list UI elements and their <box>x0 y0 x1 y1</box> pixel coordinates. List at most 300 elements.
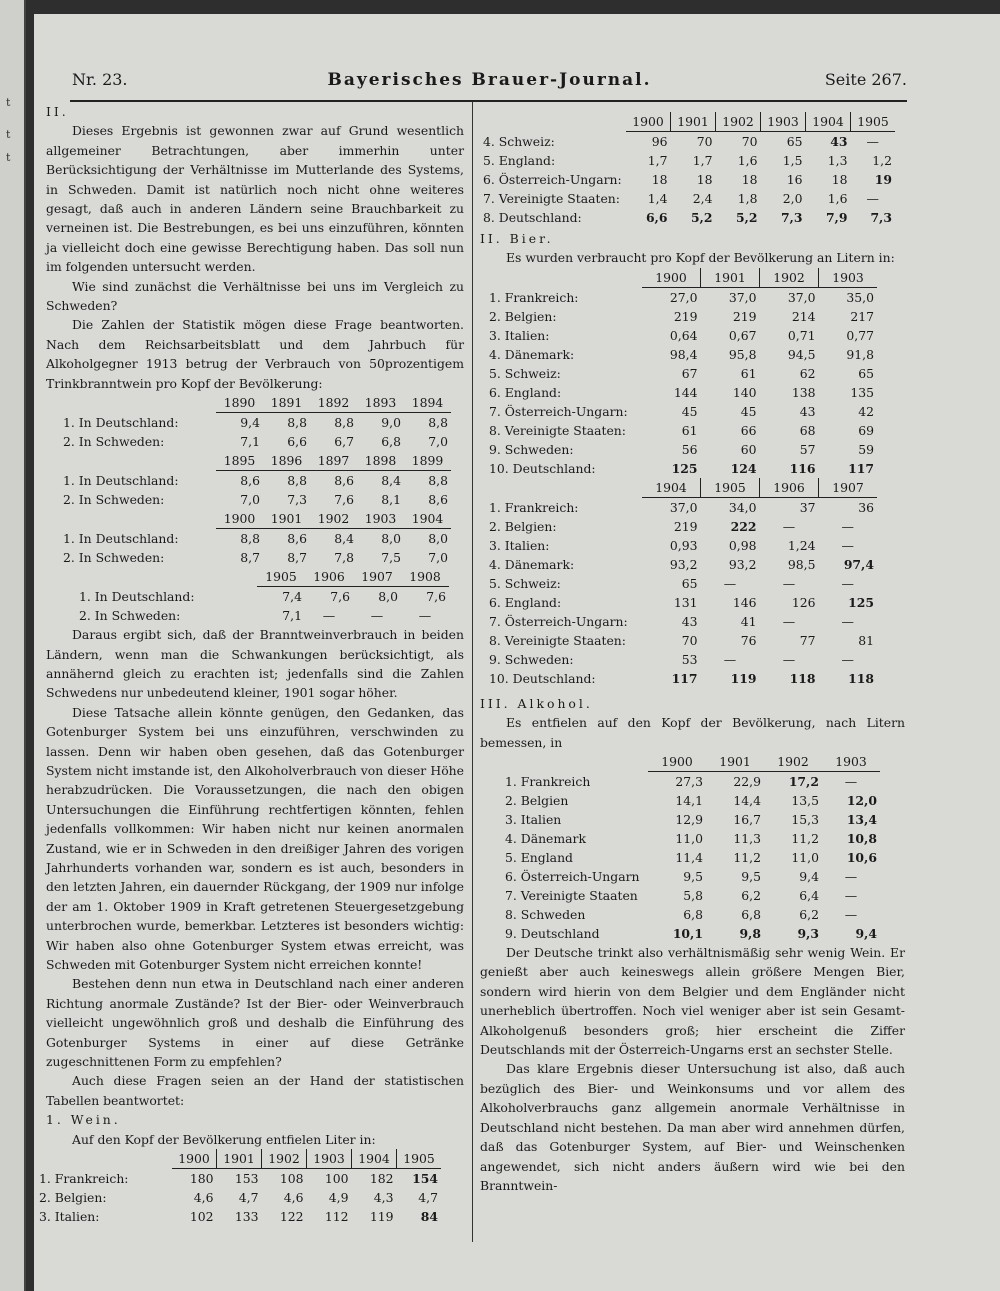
value-cell: 76 <box>740 632 757 648</box>
value-cell: 77 <box>799 632 816 648</box>
year-header: 1894 <box>404 393 451 413</box>
country-label: 8. Vereinigte Staaten: <box>489 632 626 648</box>
value-cell: 11,0 <box>675 831 703 847</box>
table-row <box>502 810 880 829</box>
value-cell: 57 <box>799 441 816 457</box>
year-header: 1902 <box>764 752 822 772</box>
value-cell: — <box>841 537 854 553</box>
value-cell: 7,6 <box>330 589 350 605</box>
value-cell: 10,8 <box>846 831 877 847</box>
table-row <box>486 326 877 345</box>
value-cell: 0,71 <box>787 327 816 343</box>
value-cell: 10,1 <box>672 926 703 942</box>
country-label: 8. Vereinigte Staaten: <box>489 422 626 438</box>
value-cell: — <box>844 869 858 885</box>
country-label: 8. Schweden <box>505 907 586 923</box>
country-label: 2. In Schweden: <box>63 434 165 450</box>
value-cell: 6,6 <box>287 434 307 450</box>
paragraph: Die Zahlen der Statistik mögen diese Frage beantworten. Nach dem Reichsarbeitsblatt und dem Jahrbuch für Alkoholgegner 1913 betrug der Verbrauch von 50prozentigem Trinkbranntwein pro Kopf der Bevölkerung: <box>46 317 464 391</box>
year-header: 1906 <box>305 567 353 587</box>
country-label: 9. Deutschland <box>505 926 600 942</box>
year-header: 1905 <box>851 112 896 132</box>
table-row <box>486 593 877 612</box>
value-cell: 8,7 <box>287 550 307 566</box>
table-row <box>486 402 877 421</box>
year-header: 1901 <box>706 752 764 772</box>
table-row <box>486 612 877 631</box>
value-cell: 37,0 <box>728 289 757 305</box>
value-cell: 43 <box>830 134 848 149</box>
table-row <box>486 459 877 478</box>
value-cell: — <box>841 651 854 667</box>
country-label: 2. Belgien <box>505 793 569 809</box>
paragraph: Es entfielen auf den Kopf der Bevölkerung, nach Litern bemessen, in <box>480 715 905 750</box>
value-cell: 2,4 <box>692 191 713 206</box>
value-cell: 18 <box>831 172 848 187</box>
subsection-heading: III. Alkohol. <box>480 695 593 711</box>
country-label: 1. In Deutschland: <box>63 472 179 488</box>
value-cell: 8,6 <box>240 473 260 489</box>
table-row <box>76 606 449 625</box>
value-cell: 6,8 <box>741 907 761 923</box>
wein-table-continued <box>480 112 895 227</box>
value-cell: 217 <box>850 308 874 324</box>
value-cell: 219 <box>673 518 698 534</box>
value-cell: 122 <box>279 1209 304 1225</box>
country-label: 4. Schweiz: <box>483 133 555 149</box>
value-cell: 1,6 <box>827 191 848 206</box>
value-cell: — <box>322 608 336 624</box>
country-label: 1. Frankreich <box>505 773 591 789</box>
value-cell: 43 <box>681 613 698 629</box>
value-cell: 9,4 <box>855 926 877 942</box>
value-cell: 67 <box>681 365 698 381</box>
value-cell: 16 <box>786 172 803 187</box>
table-row <box>60 490 451 509</box>
value-cell: — <box>782 575 796 591</box>
country-label: 10. Deutschland: <box>489 670 596 686</box>
table-header-row <box>60 451 451 471</box>
value-cell: 119 <box>369 1209 394 1225</box>
year-header: 1900 <box>172 1149 217 1169</box>
table-row <box>36 1207 441 1226</box>
value-cell: 11,3 <box>733 831 761 847</box>
corner-cell <box>60 451 216 471</box>
table-row <box>486 421 877 440</box>
value-cell: 126 <box>791 594 816 610</box>
country-label: 3. Italien: <box>489 537 550 553</box>
value-cell: 16,7 <box>733 812 761 828</box>
value-cell: 138 <box>791 384 816 400</box>
value-cell: 118 <box>848 670 874 686</box>
journal-title: Bayerisches Brauer-Journal. <box>327 70 652 90</box>
value-cell: 7,6 <box>426 589 446 605</box>
table-row <box>486 440 877 459</box>
value-cell: 8,4 <box>381 473 401 489</box>
country-label: 2. Belgien: <box>39 1190 107 1206</box>
margin-letter: t <box>6 151 11 164</box>
value-cell: 56 <box>681 441 698 457</box>
corner-cell <box>76 567 257 587</box>
year-header: 1902 <box>716 112 761 132</box>
value-cell: 5,2 <box>735 210 758 225</box>
paragraph: Auch diese Fragen seien an der Hand der statistischen Tabellen beantwortet: <box>46 1073 464 1108</box>
table-row <box>486 650 877 669</box>
year-header: 1897 <box>310 451 357 471</box>
value-cell: 61 <box>681 422 698 438</box>
value-cell: 0,98 <box>728 537 757 553</box>
year-header: 1906 <box>760 478 819 498</box>
year-header: 1902 <box>262 1149 307 1169</box>
value-cell: 81 <box>858 632 874 648</box>
year-header: 1905 <box>397 1149 442 1169</box>
value-cell: 1,8 <box>737 191 758 206</box>
table-row <box>486 497 877 517</box>
branntwein-table <box>60 451 451 509</box>
table-row <box>486 536 877 555</box>
country-label: 4. Dänemark <box>505 831 586 847</box>
table-header-row <box>480 112 895 132</box>
year-header: 1903 <box>307 1149 352 1169</box>
country-label: 1. In Deutschland: <box>63 414 179 430</box>
value-cell: 219 <box>673 308 698 324</box>
country-label: 3. Italien: <box>489 327 550 343</box>
year-header: 1900 <box>626 112 671 132</box>
value-cell: 70 <box>681 632 698 648</box>
value-cell: — <box>844 774 858 790</box>
value-cell: 42 <box>858 403 874 419</box>
value-cell: — <box>841 575 854 591</box>
value-cell: 7,6 <box>334 492 354 508</box>
table-row <box>76 587 449 607</box>
value-cell: 0,93 <box>669 537 698 553</box>
value-cell: 41 <box>740 613 757 629</box>
value-cell: 7,8 <box>334 550 354 566</box>
paragraph: Auf den Kopf der Bevölkerung entfielen Liter in: <box>72 1131 376 1147</box>
value-cell: 65 <box>786 134 803 149</box>
year-header: 1908 <box>401 567 449 587</box>
paragraph: Bestehen denn nun etwa in Deutschland nach einer anderen Richtung anormale Zustände? Ist der Bier- oder Weinverbrauch vielleicht ungewöhnlich groß und deshalb die Einführung des Gotenburger Systems in einer auf diese Getränke zugeschnittenen Form zu empfehlen? <box>46 976 464 1070</box>
value-cell: 37,0 <box>669 499 698 515</box>
year-header: 1900 <box>642 268 701 288</box>
value-cell: 182 <box>369 1171 394 1187</box>
value-cell: 4,3 <box>373 1190 394 1206</box>
value-cell: 70 <box>741 134 758 149</box>
value-cell: 10,6 <box>846 850 877 866</box>
table-header-row <box>36 1149 441 1169</box>
table-header-row <box>60 393 451 413</box>
paragraph: Wie sind zunächst die Verhältnisse bei uns im Vergleich zu Schweden? <box>46 278 464 314</box>
value-cell: 1,7 <box>692 153 713 168</box>
value-cell: 36 <box>858 499 874 515</box>
value-cell: 5,2 <box>690 210 713 225</box>
value-cell: 70 <box>696 134 713 149</box>
value-cell: 112 <box>324 1209 349 1225</box>
value-cell: 96 <box>651 134 668 149</box>
year-header: 1895 <box>216 451 263 471</box>
country-label: 10. Deutschland: <box>489 460 596 476</box>
table-row <box>36 1169 441 1189</box>
year-header: 1903 <box>819 268 878 288</box>
value-cell: 6,2 <box>799 907 819 923</box>
value-cell: 97,4 <box>843 556 874 572</box>
value-cell: 8,8 <box>428 415 448 431</box>
value-cell: 125 <box>848 594 874 610</box>
country-label: 8. Deutschland: <box>483 210 582 225</box>
country-label: 1. Frankreich: <box>489 289 579 305</box>
table-header-row <box>60 509 451 529</box>
adjacent-page-edge <box>0 0 26 1291</box>
country-label: 6. England: <box>489 384 562 400</box>
value-cell: 2,0 <box>782 191 803 206</box>
issue-number: Nr. 23. <box>72 70 128 89</box>
value-cell: 61 <box>740 365 757 381</box>
value-cell: 154 <box>412 1171 438 1187</box>
year-header: 1900 <box>216 509 263 529</box>
value-cell: — <box>370 608 384 624</box>
value-cell: 34,0 <box>728 499 757 515</box>
table-row <box>486 669 877 688</box>
value-cell: 12,0 <box>846 793 877 809</box>
table-row <box>486 364 877 383</box>
table-row <box>502 886 880 905</box>
value-cell: 62 <box>799 365 816 381</box>
subsection-heading: 1. Wein. <box>46 1112 121 1128</box>
value-cell: 219 <box>732 308 757 324</box>
column-divider <box>472 102 473 1242</box>
value-cell: 6,8 <box>381 434 401 450</box>
value-cell: 8,6 <box>428 492 448 508</box>
value-cell: 98,4 <box>669 346 698 362</box>
value-cell: 100 <box>324 1171 349 1187</box>
country-label: 3. Italien: <box>39 1209 100 1225</box>
value-cell: 91,8 <box>846 346 874 362</box>
value-cell: 131 <box>673 594 698 610</box>
value-cell: — <box>782 518 796 534</box>
year-header: 1898 <box>357 451 404 471</box>
value-cell: — <box>723 575 737 591</box>
value-cell: 11,2 <box>733 850 761 866</box>
country-label: 6. Österreich-Ungarn: <box>483 172 622 187</box>
year-header: 1901 <box>701 268 760 288</box>
value-cell: 11,0 <box>791 850 819 866</box>
value-cell: 4,9 <box>328 1190 349 1206</box>
table-row <box>480 151 895 170</box>
value-cell: 1,7 <box>647 153 668 168</box>
value-cell: 7,0 <box>428 434 448 450</box>
year-header: 1903 <box>357 509 404 529</box>
table-row <box>60 471 451 491</box>
year-header: 1896 <box>263 451 310 471</box>
value-cell: 125 <box>671 460 698 476</box>
value-cell: 153 <box>234 1171 259 1187</box>
value-cell: 45 <box>681 403 698 419</box>
value-cell: 65 <box>681 575 698 591</box>
table-row <box>486 517 877 536</box>
value-cell: 0,67 <box>728 327 757 343</box>
year-header: 1900 <box>648 752 706 772</box>
value-cell: 1,3 <box>827 153 848 168</box>
subsection-heading: II. Bier. <box>480 231 554 246</box>
year-header: 1902 <box>760 268 819 288</box>
year-header: 1904 <box>806 112 851 132</box>
table-row <box>486 631 877 650</box>
value-cell: 84 <box>420 1209 438 1225</box>
country-label: 4. Dänemark: <box>489 346 575 362</box>
value-cell: — <box>782 613 796 629</box>
value-cell: 117 <box>671 670 698 686</box>
value-cell: 7,9 <box>825 210 848 225</box>
value-cell: 7,4 <box>282 589 302 605</box>
value-cell: 37 <box>799 499 816 515</box>
value-cell: 0,77 <box>846 327 874 343</box>
country-label: 5. Schweiz: <box>489 365 561 381</box>
value-cell: 53 <box>681 651 698 667</box>
value-cell: — <box>844 888 858 904</box>
table-header-row <box>76 567 449 587</box>
table-row <box>480 132 895 152</box>
value-cell: 93,2 <box>669 556 698 572</box>
value-cell: 4,7 <box>238 1190 259 1206</box>
table-row <box>480 208 895 227</box>
value-cell: 95,8 <box>728 346 757 362</box>
margin-letter: t <box>6 128 11 141</box>
corner-cell <box>60 393 216 413</box>
value-cell: 7,1 <box>240 434 260 450</box>
value-cell: 14,1 <box>675 793 703 809</box>
year-header: 1907 <box>819 478 878 498</box>
value-cell: 37,0 <box>787 289 816 305</box>
value-cell: 9,4 <box>240 415 260 431</box>
paragraph: Diese Tatsache allein könnte genügen, den Gedanken, das Gotenburger System bei uns einzuführen, verschwinden zu lassen. Denn wir haben oben gesehen, daß das Gotenburger System nicht imstande ist, den Alkoholverbrauch von dieser Höhe herabzudrücken. Die Voraussetzungen, die nach den obigen Untersuchungen die Einführung rechtfertigen könnten, fehlen jedenfalls vollkommen: Wir haben nicht nur keinen anormalen Zustand, wie er in Schweden in den dreißiger Jahren des vorigen Jahrhunderts vorhanden war, sondern es ist auch, besonders in den letzten Jahren, ein dauernder Rückgang, der 1909 nur infolge der am 1. Oktober 1909 in Kraft getretenen Steuergesetzgebung unterbrochen wurde, bemerkbar. Letzteres ist besonders wichtig: Wir haben also ohne Gotenburger System etwas erreicht, was Schweden mit Gotenburger System nicht erreichen konnte! <box>46 704 464 972</box>
value-cell: 116 <box>789 460 816 476</box>
value-cell: 45 <box>740 403 757 419</box>
value-cell: 8,8 <box>240 531 260 547</box>
value-cell: 102 <box>189 1209 214 1225</box>
value-cell: 8,8 <box>287 473 307 489</box>
value-cell: 133 <box>234 1209 259 1225</box>
value-cell: 8,7 <box>240 550 260 566</box>
country-label: 7. Vereinigte Staaten: <box>483 191 620 206</box>
value-cell: 43 <box>799 403 816 419</box>
table-row <box>502 791 880 810</box>
value-cell: 17,2 <box>788 774 819 790</box>
year-header: 1901 <box>263 509 310 529</box>
value-cell: 4,6 <box>283 1190 304 1206</box>
country-label: 7. Österreich-Ungarn: <box>489 613 628 629</box>
value-cell: 59 <box>858 441 874 457</box>
table-row <box>502 772 880 792</box>
margin-letter: t <box>6 96 11 109</box>
corner-cell <box>502 752 648 772</box>
table-row <box>60 529 451 549</box>
table-row <box>486 345 877 364</box>
value-cell: 60 <box>740 441 757 457</box>
value-cell: 69 <box>858 422 874 438</box>
value-cell: 27,0 <box>669 289 698 305</box>
country-label: 5. England: <box>483 153 556 168</box>
value-cell: 15,3 <box>791 812 819 828</box>
branntwein-table <box>76 567 449 625</box>
table-row <box>502 848 880 867</box>
value-cell: 7,0 <box>428 550 448 566</box>
value-cell: 1,4 <box>647 191 668 206</box>
country-label: 1. Frankreich: <box>39 1170 129 1186</box>
value-cell: 6,7 <box>334 434 354 450</box>
year-header: 1899 <box>404 451 451 471</box>
value-cell: 8,6 <box>334 473 354 489</box>
value-cell: 8,8 <box>287 415 307 431</box>
value-cell: 7,1 <box>282 608 302 624</box>
value-cell: 8,4 <box>334 531 354 547</box>
value-cell: — <box>418 608 432 624</box>
value-cell: 12,9 <box>675 812 703 828</box>
value-cell: 11,4 <box>675 850 703 866</box>
country-label: 7. Österreich-Ungarn: <box>489 403 628 419</box>
year-header: 1904 <box>404 509 451 529</box>
country-label: 2. In Schweden: <box>63 492 165 508</box>
paragraph: Der Deutsche trinkt also verhältnismäßig sehr wenig Wein. Er genießt aber auch keineswegs allein größere Mengen Bier, sondern wird hierin von dem Belgier und dem Engländer nicht unerheblich übertroffen. Noch viel weniger aber ist sein Gesamt-Alkoholgenuß besonders groß; hier erscheint die Ziffer Deutschlands mit der Österreich-Ungarns erst an sechster Stelle. <box>480 945 905 1058</box>
table-row <box>486 287 877 307</box>
value-cell: 5,8 <box>683 888 703 904</box>
value-cell: 93,2 <box>728 556 757 572</box>
value-cell: — <box>782 651 796 667</box>
value-cell: 18 <box>651 172 668 187</box>
value-cell: 9,4 <box>799 869 819 885</box>
country-label: 9. Schweden: <box>489 441 574 457</box>
value-cell: 7,3 <box>780 210 803 225</box>
year-header: 1892 <box>310 393 357 413</box>
country-label: 2. Belgien: <box>489 308 557 324</box>
country-label: 1. In Deutschland: <box>79 588 195 604</box>
corner-cell <box>60 509 216 529</box>
left-column <box>39 102 464 1226</box>
value-cell: 8,8 <box>428 473 448 489</box>
year-header: 1902 <box>310 509 357 529</box>
value-cell: 8,0 <box>378 589 398 605</box>
value-cell: 6,4 <box>799 888 819 904</box>
value-cell: 65 <box>858 365 874 381</box>
value-cell: 1,24 <box>787 537 816 553</box>
value-cell: — <box>866 134 879 149</box>
corner-cell <box>480 112 626 132</box>
right-column <box>480 112 905 1195</box>
year-header: 1901 <box>217 1149 262 1169</box>
value-cell: — <box>866 191 879 206</box>
year-header: 1901 <box>671 112 716 132</box>
section-heading: II. <box>46 104 69 119</box>
country-label: 2. Belgien: <box>489 518 557 534</box>
value-cell: 4,7 <box>418 1190 438 1206</box>
paragraph: Dieses Ergebnis ist gewonnen zwar auf Grund wesentlich allgemeiner Betrachtungen, aber immerhin unter Berücksichtigung der Verhältnisse im Mutterlande des Systems, in Schweden. Damit ist natürlich noch nicht ohne weiteres gesagt, daß auch in anderen Ländern seine Brauchbarkeit zu verneinen ist. Die Bestrebungen, es bei uns einzuführen, könnten ja vielleicht doch eine gewisse Berechtigung haben. Das soll nun im folgenden untersucht werden. <box>46 123 464 275</box>
wein-table <box>36 1149 441 1226</box>
country-label: 7. Vereinigte Staaten <box>505 888 638 904</box>
page-number: Seite 267. <box>824 70 907 89</box>
country-label: 6. Österreich-Ungarn <box>505 869 640 885</box>
value-cell: 13,4 <box>846 812 877 828</box>
paragraph: Daraus ergibt sich, daß der Branntweinverbrauch in beiden Ländern, wenn man die Schwankungen berücksichtigt, als annähernd gleich zu erachten ist; jedenfalls sind die Zahlen Schwedens nur unbedeutend kleiner, 1901 sogar höher. <box>46 627 464 701</box>
year-header: 1904 <box>352 1149 397 1169</box>
table-row <box>486 574 877 593</box>
value-cell: 22,9 <box>733 774 761 790</box>
value-cell: 8,1 <box>381 492 401 508</box>
value-cell: 68 <box>799 422 816 438</box>
value-cell: 94,5 <box>787 346 816 362</box>
table-row <box>486 307 877 326</box>
country-label: 2. In Schweden: <box>79 608 181 624</box>
value-cell: 117 <box>848 460 874 476</box>
year-header: 1907 <box>353 567 401 587</box>
